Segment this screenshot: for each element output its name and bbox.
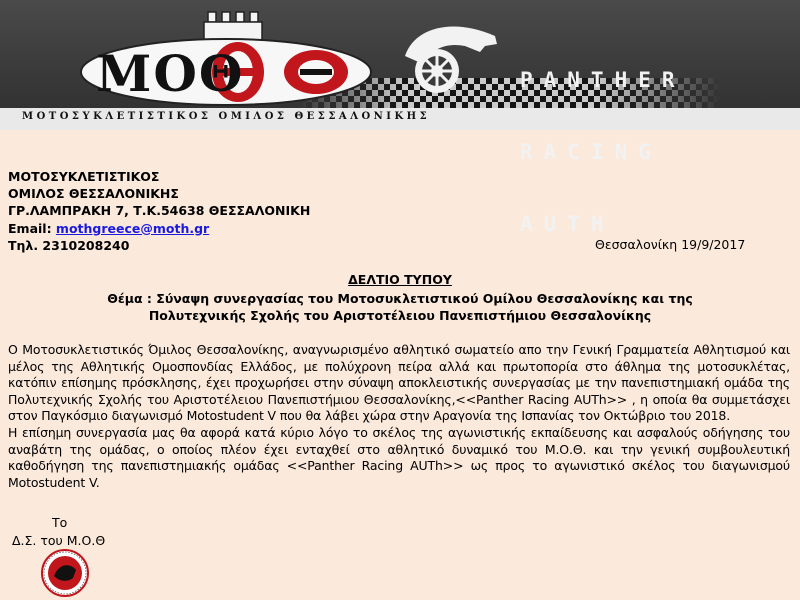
body-paragraph: Η επίσημη συνεργασία μας θα αφορά κατά κύριο λόγο το σκέλος της αγωνιστικής εκπαίδευσης και ασφαλούς οδήγησης του αναβάτη της ομάδας, ο οποίος πλέον έχει ενταχθεί στο αθλητικό δυναμικό του Μ.Ο.Θ. και την γενική συμβουλευτική καθοδήγηση της πανεπιστημιακής ομάδας <<Panther Racing AUTh>> ως προς το αγωνιστικό σκέλος του διαγωνισμού Motostudent V. (8, 424, 790, 490)
banner-tagline: ΜΟΤΟΣΥΚΛΕΤΙΣΤΙΚΟΣ ΟΜΙΛΟΣ ΘΕΣΣΑΛΟΝΙΚΗΣ (22, 111, 431, 122)
sender-address: ΓΡ.ΛΑΜΠΡΑΚΗ 7, Τ.Κ.54638 ΘΕΣΣΑΛΟΝΙΚΗ (8, 203, 311, 219)
closing-line: Το (52, 515, 68, 530)
letter-body (8, 342, 790, 491)
panther-title-line: AUTH (520, 212, 615, 236)
letter-date: Θεσσαλονίκη 19/9/2017 (595, 237, 746, 252)
subject-line: Θέμα : Σύναψη συνεργασίας του Μοτοσυκλετιστικού Ομίλου Θεσσαλονίκης και της (107, 291, 693, 306)
closing-line: Δ.Σ. του Μ.Ο.Θ (12, 533, 106, 548)
subject-line: Πολυτεχνικής Σχολής του Αριστοτέλειου Πανεπιστήμιου Θεσσαλονίκης (148, 308, 652, 323)
club-seal-icon (40, 548, 90, 598)
sender-email-row (8, 220, 788, 237)
closing-signature (12, 514, 105, 550)
panther-title-line: RACING (520, 140, 662, 164)
body-paragraph: Ο Μοτοσυκλετιστικός Όμιλος Θεσσαλονίκης, αναγνωρισμένο αθλητικό σωματείο απο την Γενική Γραμματεία Αθλητισμού και μέλος της Αθλητικής Ομοσπονδίας Ελλάδος, με πολύχρονη πείρα αλλά και πρωτοπορία στο άθλημα της μοτοσυκλέτας, κατόπιν επίσημης πρόσκλησης, έχει προχωρήσει στην σύναψη αποκλειστικής συνεργασίας με την πανεπιστημιακή ομάδα της Πολυτεχνικής Σχολής του Αριστοτέλειου Πανεπιστήμιου Θεσσαλονίκης,<<Panther Racing AUTh>> , η οποία θα συμμετάσχει στον Παγκόσμιο διαγωνισμό Motostudent V που θα λάβει χώρα στην Αραγονία της Ισπανίας τον Οκτώβριο του 2018. (8, 342, 790, 424)
moth-logo-text: ΜΟΘ (96, 44, 245, 103)
panther-title-line: PANTHER (520, 68, 686, 92)
panther-wheel-icon (385, 16, 505, 96)
email-label: Email: (8, 220, 56, 236)
sender-name-line2: ΟΜΙΛΟΣ ΘΕΣΣΑΛΟΝΙΚΗΣ (8, 186, 179, 202)
email-link[interactable]: mothgreece@moth.gr (55, 220, 210, 236)
press-release-title: ΔΕΛΤΙΟ ΤΥΠΟΥ (348, 272, 452, 287)
sender-phone: Τηλ. 2310208240 (8, 237, 130, 253)
subject-heading (0, 290, 800, 324)
sender-name-line1: ΜΟΤΟΣΥΚΛΕΤΙΣΤΙΚΟΣ (8, 169, 160, 184)
